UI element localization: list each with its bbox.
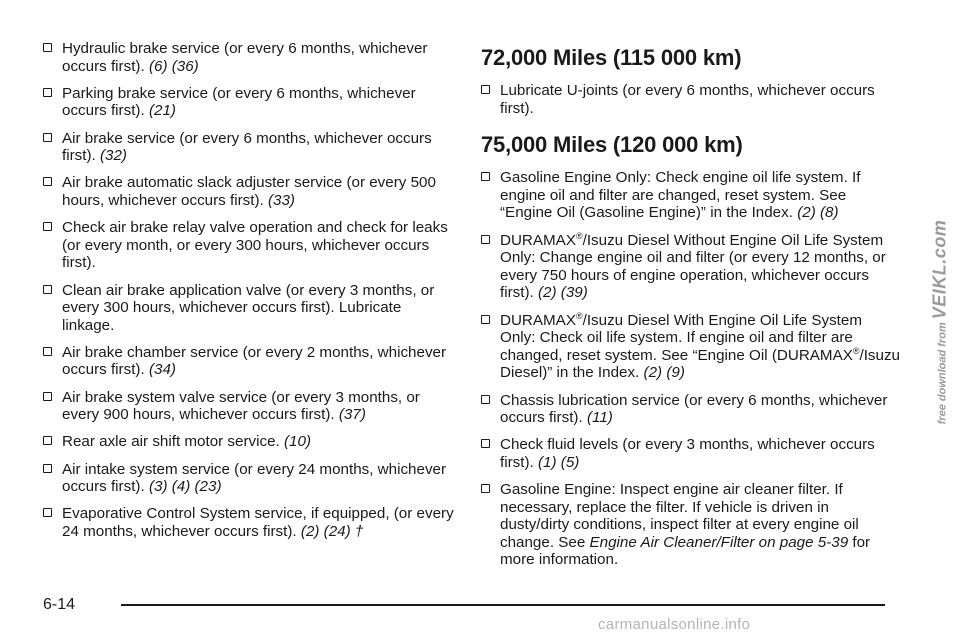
item-ref: (32): [99, 147, 127, 165]
item-text: Gasoline Engine: Inspect engine air cleaner filter. If necessary, replace the filter. If vehicle is driven in dusty/dirty conditions, inspect filter at every engine oil change. See: [500, 481, 859, 551]
checkbox-icon: [43, 464, 52, 473]
checkbox-icon: [43, 347, 52, 356]
checklist-item: [43, 461, 455, 496]
checklist-item: [43, 40, 455, 75]
item-text: Check air brake relay valve operation and check for leaks (or every month, or every 300 hours, whichever occurs first).: [62, 219, 448, 272]
item-text-pre: DURAMAX: [500, 311, 576, 329]
item-ref: (10): [284, 433, 312, 451]
item-text: Evaporative Control System service, if equipped, (or every 24 months, whichever occurs first).: [62, 505, 454, 540]
item-text: /Isuzu Diesel Without Engine Oil Life System Only: Change engine oil and filter (or every 12 months, or every 750 hours of engine operation, whichever occurs first).: [500, 231, 886, 302]
checklist-item: [481, 232, 901, 302]
checklist-item: [43, 282, 455, 335]
item-text: Parking brake service (or every 6 months, whichever occurs first).: [62, 84, 416, 120]
checklist-item: [481, 392, 901, 427]
checklist-item: [481, 481, 901, 569]
registered-mark: ®: [575, 230, 583, 241]
section-72000: [481, 46, 901, 117]
footer-divider: [121, 604, 885, 606]
item-ref: (11): [586, 409, 613, 427]
item-ref: (33): [267, 191, 295, 209]
checkbox-icon: [481, 85, 490, 94]
cross-reference-link[interactable]: Engine Air Cleaner/Filter on page 5-39: [589, 533, 849, 551]
checkbox-icon: [481, 395, 490, 404]
item-text: /Isuzu Diesel)” in the Index.: [500, 346, 900, 382]
checkbox-icon: [481, 439, 490, 448]
checklist-item: [481, 436, 901, 471]
watermark-prefix: free download from: [936, 322, 949, 425]
checkbox-icon: [481, 315, 490, 324]
checkbox-icon: [43, 222, 52, 231]
checklist-item: [43, 433, 455, 451]
registered-mark: ®: [852, 345, 860, 356]
item-text: Air brake service (or every 6 months, whichever occurs first).: [62, 129, 432, 165]
checkbox-icon: [481, 172, 490, 181]
item-ref: (21): [148, 102, 176, 120]
section-heading: 72,000 Miles (115 000 km): [481, 45, 742, 70]
section-heading: 75,000 Miles (120 000 km): [481, 132, 743, 158]
side-watermark: [930, 220, 951, 425]
item-ref: (2) (39): [537, 284, 588, 302]
checklist-item: [43, 174, 455, 209]
item-ref: (2) (24) †: [300, 523, 364, 540]
item-text: Air brake automatic slack adjuster service (or every 500 hours, whichever occurs first).: [62, 174, 436, 209]
item-text-post: for more information.: [500, 533, 871, 569]
item-text: Check fluid levels (or every 3 months, whichever occurs first).: [500, 436, 875, 471]
checkbox-icon: [43, 133, 52, 142]
left-column: [43, 40, 455, 550]
item-text: Lubricate U-joints (or every 6 months, whichever occurs first).: [500, 82, 875, 117]
item-text-pre: DURAMAX: [500, 231, 576, 249]
item-ref: (2) (9): [643, 364, 685, 382]
checkbox-icon: [43, 177, 52, 186]
item-ref: (1) (5): [537, 453, 580, 471]
checklist-item: [43, 389, 455, 424]
checkbox-icon: [43, 285, 52, 294]
checklist-item: [481, 312, 901, 382]
item-text: Air intake system service (or every 24 months, whichever occurs first).: [62, 460, 447, 496]
checkbox-icon: [43, 436, 52, 445]
item-ref: (6) (36): [148, 57, 199, 75]
item-ref: (3) (4) (23): [148, 478, 222, 496]
checklist-item: [43, 505, 455, 540]
checklist-item: [43, 85, 455, 120]
item-text: Gasoline Engine Only: Check engine oil life system. If engine oil and filter are changed, reset system. See “Engine Oil (Gasoline Engine)” in the Index.: [500, 169, 861, 222]
item-text: Chassis lubrication service (or every 6 months, whichever occurs first).: [500, 391, 888, 427]
item-text: Air brake system valve service (or every 3 months, or every 900 hours, whichever occurs first).: [62, 388, 420, 424]
checklist-item: [43, 344, 455, 379]
checkbox-icon: [481, 235, 490, 244]
item-text: Hydraulic brake service (or every 6 months, whichever occurs first).: [62, 40, 428, 75]
checkbox-icon: [481, 484, 490, 493]
checkbox-icon: [43, 43, 52, 52]
checklist-item: [43, 130, 455, 165]
checkbox-icon: [43, 508, 52, 517]
checkbox-icon: [43, 88, 52, 97]
checklist-item: [43, 219, 455, 272]
checklist-item: [481, 169, 901, 222]
checklist-item: [481, 82, 901, 117]
right-column: [481, 46, 901, 579]
item-ref: (37): [338, 406, 366, 424]
watermark-brand: VEIKL.com: [929, 219, 950, 320]
section-75000: [481, 133, 901, 569]
item-text-mid: /Isuzu Diesel With Engine Oil Life System Only: Check oil life system. If engine oil and filter are changed, reset system. See “Engine Oil (DURAMAX: [500, 311, 862, 364]
item-text: Air brake chamber service (or every 2 months, whichever occurs first).: [62, 343, 447, 379]
registered-mark: ®: [575, 310, 583, 321]
page-number: 6-14: [43, 596, 76, 613]
item-ref: (2) (8): [797, 204, 839, 222]
bottom-watermark: carmanualsonline.info: [598, 616, 751, 633]
item-text: Clean air brake application valve (or every 3 months, or every 300 hours, whichever occurs first). Lubricate linkage.: [62, 281, 435, 334]
item-text: Rear axle air shift motor service.: [62, 433, 280, 451]
item-ref: (34): [148, 361, 176, 379]
checkbox-icon: [43, 392, 52, 401]
